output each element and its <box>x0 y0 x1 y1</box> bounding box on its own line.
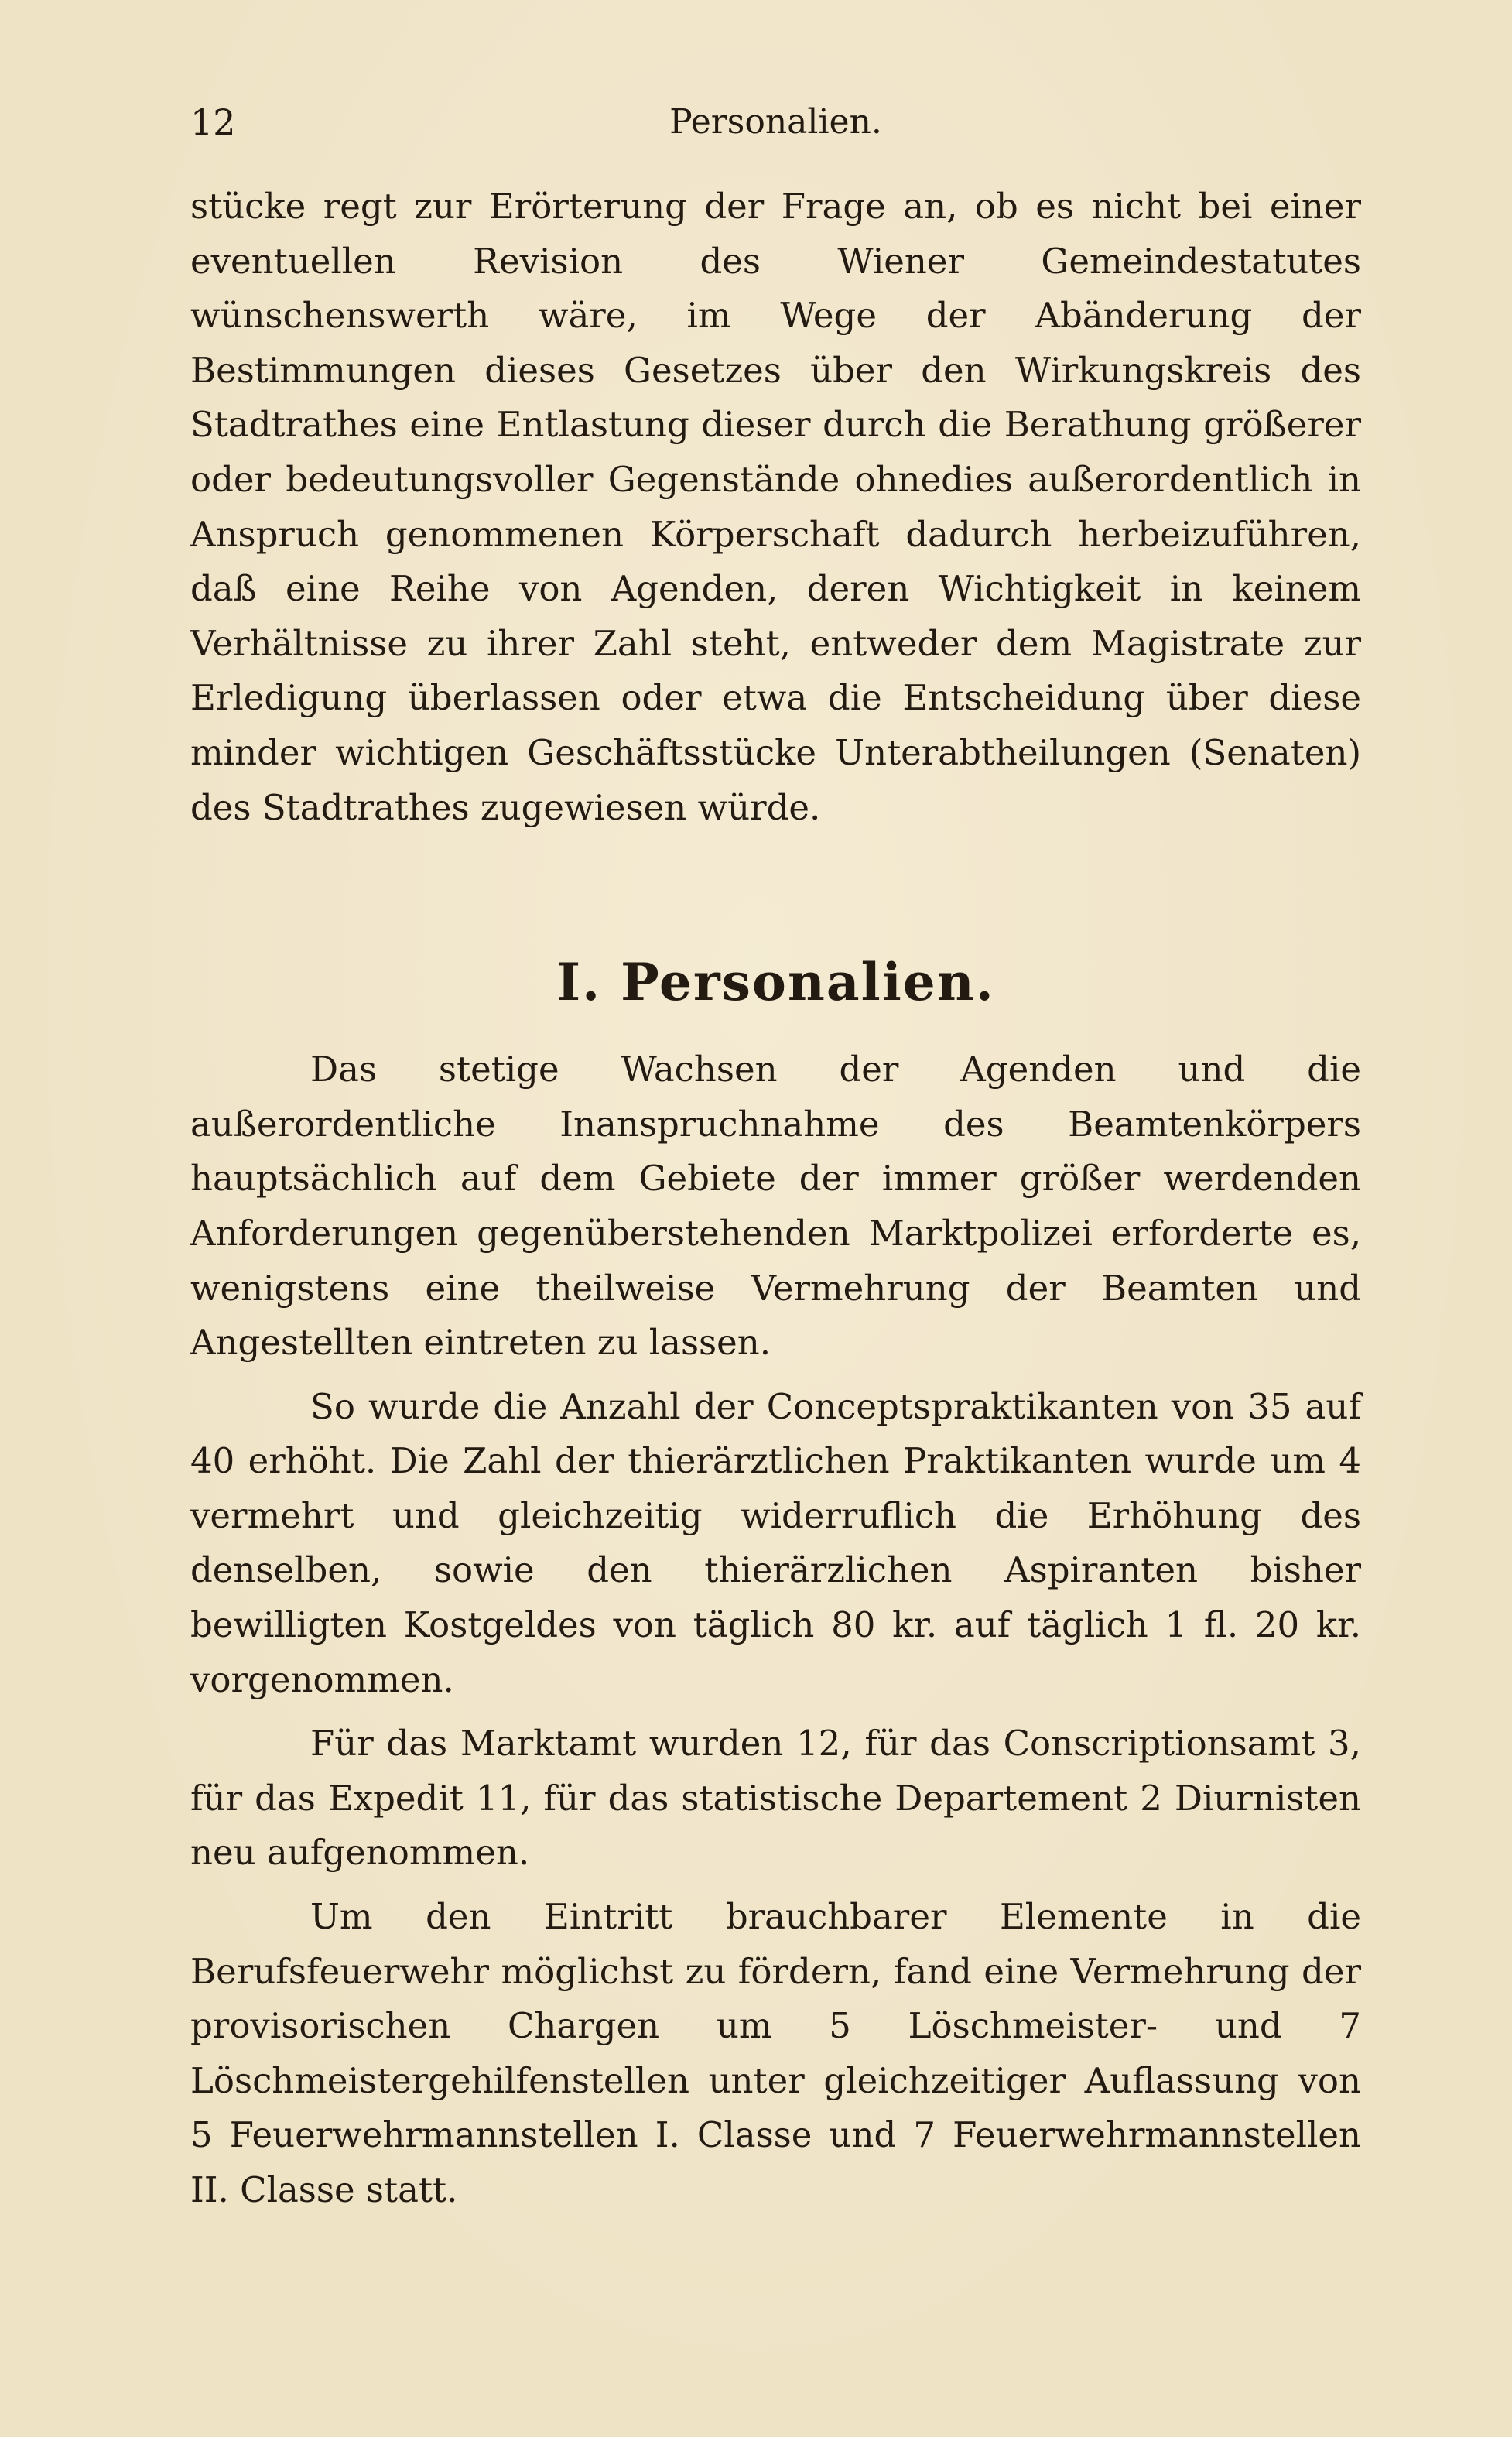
paragraph: Um den Eintritt brauchbarer Elemente in die Berufsfeuerwehr möglichst zu fördern, fand eine Vermehrung der provisorischen Chargen um 5 Löschmeister- und 7 Löschmeistergehilfenstellen unter gleichzeitiger Auflassung von 5 Feuerwehrmannstellen I. Classe und 7 Feuerwehrmannstellen II. Classe statt. <box>190 1896 1361 2210</box>
page-header <box>190 99 1361 145</box>
paragraph: Das stetige Wachsen der Agenden und die außerordentliche Inanspruchnahme des Beamtenkörpers hauptsächlich auf dem Gebiete der immer größer werdenden Anforderungen gegenüberstehenden Marktpolizei erforderte es, wenigstens eine theilweise Vermehrung der Beamten und Angestellten eintreten zu lassen. <box>190 1049 1361 1364</box>
paragraph-gap <box>190 1881 1361 1890</box>
section-heading: I. Personalien. <box>556 952 995 1013</box>
body-text <box>190 180 1361 2218</box>
running-title: Personalien. <box>669 102 882 142</box>
page-number: 12 <box>190 101 236 143</box>
paragraph: So wurde die Anzahl der Conceptspraktikanten von 35 auf 40 erhöht. Die Zahl der thierärztlichen Praktikanten wurde um 4 vermehrt und gleichzeitig widerruflich die Erhöhung des denselben, sowie den thierärzlichen Aspiranten bisher bewilligten Kostgeldes von täglich 80 kr. auf täglich 1 fl. 20 kr. vorgenommen. <box>190 1385 1361 1700</box>
paragraph-gap <box>190 1707 1361 1717</box>
paragraph-gap <box>190 1371 1361 1380</box>
paragraph: Für das Marktamt wurden 12, für das Conscriptionsamt 3, für das Expedit 11, für das statistische Departement 2 Diurnisten neu aufgenommen. <box>190 1723 1361 1874</box>
paragraph-continuation: stücke regt zur Erörterung der Frage an, ob es nicht bei einer eventuellen Revision des Wiener Gemeindestatutes wünschenswerth wäre, im Wege der Abänderung der Bestimmungen dieses Gesetzes über den Wirkungskreis des Stadtrathes eine Entlastung dieser durch die Berathung größerer oder bedeutungsvoller Gegenstände ohnedies außerordentlich in Anspruch genommenen Körperschaft dadurch herbeizuführen, daß eine Reihe von Agenden, deren Wichtigkeit in keinem Verhältnisse zu ihrer Zahl steht, entweder dem Magistrate zur Erledigung überlassen oder etwa die Entscheidung über diese minder wichtigen Geschäftsstücke Unterabtheilungen (Senaten) des Stadtrathes zugewiesen würde. <box>190 186 1361 828</box>
